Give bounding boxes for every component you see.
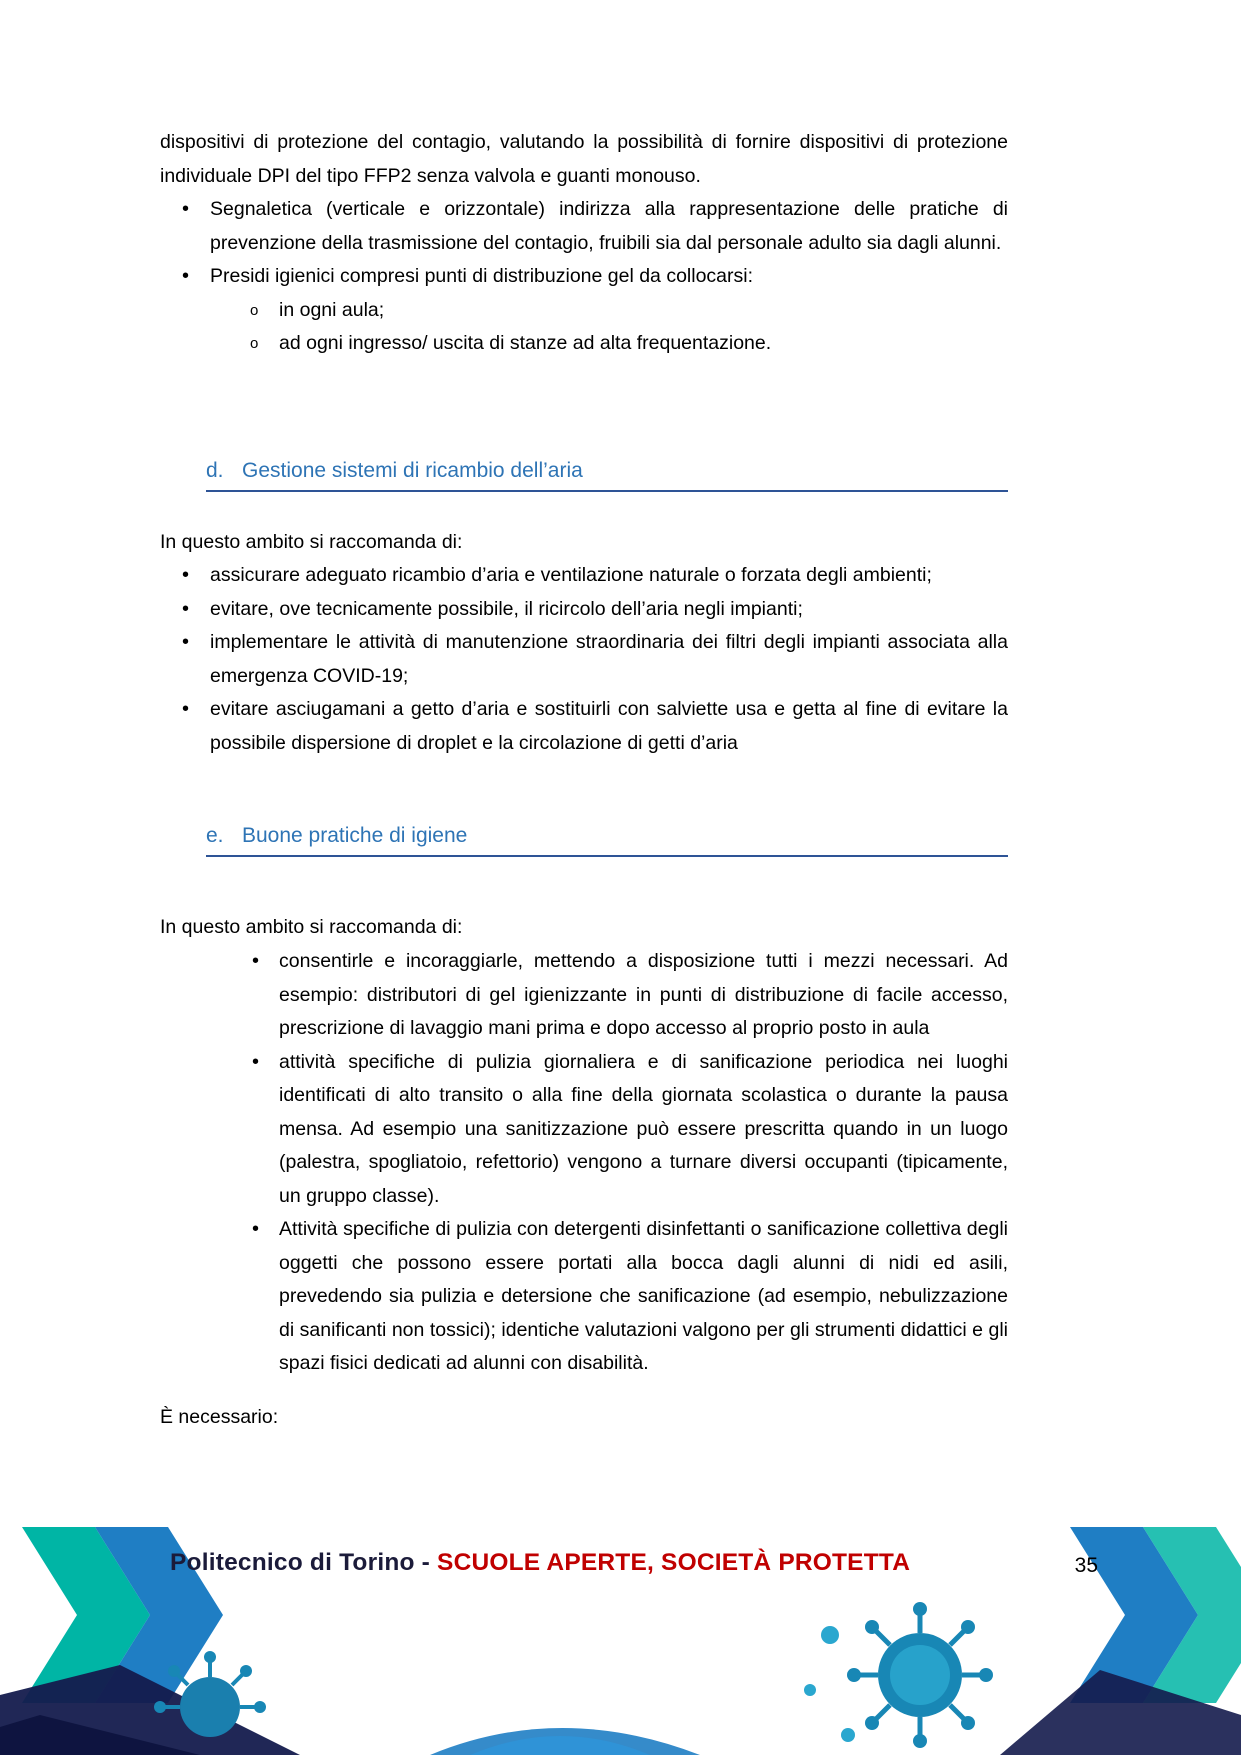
virus-icon	[800, 1595, 1020, 1755]
list-item: • attività specifiche di pulizia giornaliera e di sanificazione periodica nei luoghi identificati di alto transito o alla fine della giornata scolastica o durante la pausa mensa. Ad esempio una sanitizzazione può essere prescritta quando in un luogo (palestra, spogliatoio, refettorio) vengono a turnare diversi occupanti (tipicamente, un gruppo classe).	[160, 1046, 1008, 1214]
spacer	[160, 891, 1008, 911]
list-item: o in ogni aula;	[160, 294, 1008, 328]
footer-banner	[0, 1465, 1241, 1755]
top-bullet-list	[160, 193, 1008, 294]
spacer	[160, 760, 1008, 824]
list-item: • consentirle e incoraggiarle, mettendo a disposizione tutti i mezzi necessari. Ad esempio: distributori di gel igienizzante in punti di distribuzione di facile accesso, prescrizione di lavaggio mani prima e dopo accesso al proprio posto in aula	[160, 945, 1008, 1046]
list-item: • assicurare adeguato ricambio d’aria e ventilazione naturale o forzata degli ambienti;	[160, 559, 1008, 593]
heading-row	[206, 824, 1008, 855]
list-item: • Presidi igienici compresi punti di distribuzione gel da collocarsi:	[160, 260, 1008, 294]
page-number: 35	[1074, 1554, 1098, 1577]
spacer	[160, 361, 1008, 425]
section-heading-d	[160, 459, 1008, 492]
list-item: • Segnaletica (verticale e orizzontale) indirizza alla rappresentazione delle pratiche di prevenzione della trasmissione del contagio, fruibili sia dal personale adulto sia dagli alunni.	[160, 193, 1008, 260]
spacer	[160, 425, 1008, 459]
footer-title-part1: Politecnico di Torino -	[170, 1549, 438, 1576]
section-e-intro: In questo ambito si raccomanda di:	[160, 916, 463, 939]
list-item: • implementare le attività di manutenzione straordinaria dei filtri degli impianti associata alla emergenza COVID-19;	[160, 626, 1008, 693]
page-content	[160, 126, 1008, 1434]
spacer	[160, 1381, 1008, 1401]
list-item: • Attività specifiche di pulizia con detergenti disinfettanti o sanificazione collettiva degli oggetti che possono essere portati alla bocca dagli alunni di nidi ed asili, prevedendo sia pulizia e detersione che sanificazione (ad esempio, nebulizzazione di sanificanti non tossici); identiche valutazioni valgono per gli strumenti didattici e gli spazi fisici dedicati ad alunni con disabilità.	[160, 1213, 1008, 1381]
section-d-intro: In questo ambito si raccomanda di:	[160, 530, 463, 553]
spacer	[160, 492, 1008, 526]
heading-title: Gestione sistemi di ricambio dell’aria	[242, 458, 583, 482]
footer-title	[170, 1549, 910, 1577]
list-item: o ad ogni ingresso/ uscita di stanze ad alta frequentazione.	[160, 327, 1008, 361]
heading-title: Buone pratiche di igiene	[242, 824, 468, 848]
virus-icon-small	[150, 1635, 290, 1755]
top-sub-bullet-list	[160, 294, 1008, 361]
section-d-bullet-list	[160, 559, 1008, 760]
spacer	[160, 857, 1008, 891]
section-e-bullet-list	[160, 945, 1008, 1381]
list-item: • evitare, ove tecnicamente possibile, il ricircolo dell’aria negli impianti;	[160, 593, 1008, 627]
section-e-closing: È necessario:	[160, 1405, 279, 1428]
heading-row	[206, 459, 1008, 490]
continuation-paragraph: dispositivi di protezione del contagio, valutando la possibilità di fornire dispositivi di protezione individuale DPI del tipo FFP2 senza valvola e guanti monouso.	[160, 131, 1008, 187]
section-heading-e	[160, 824, 1008, 857]
heading-letter: e.	[206, 824, 224, 848]
footer-title-part2: SCUOLE APERTE, SOCIETÀ PROTETTA	[437, 1549, 911, 1576]
list-item: • evitare asciugamani a getto d’aria e sostituirli con salviette usa e getta al fine di evitare la possibile dispersione di droplet e la circolazione di getti d’aria	[160, 693, 1008, 760]
heading-letter: d.	[206, 458, 224, 482]
